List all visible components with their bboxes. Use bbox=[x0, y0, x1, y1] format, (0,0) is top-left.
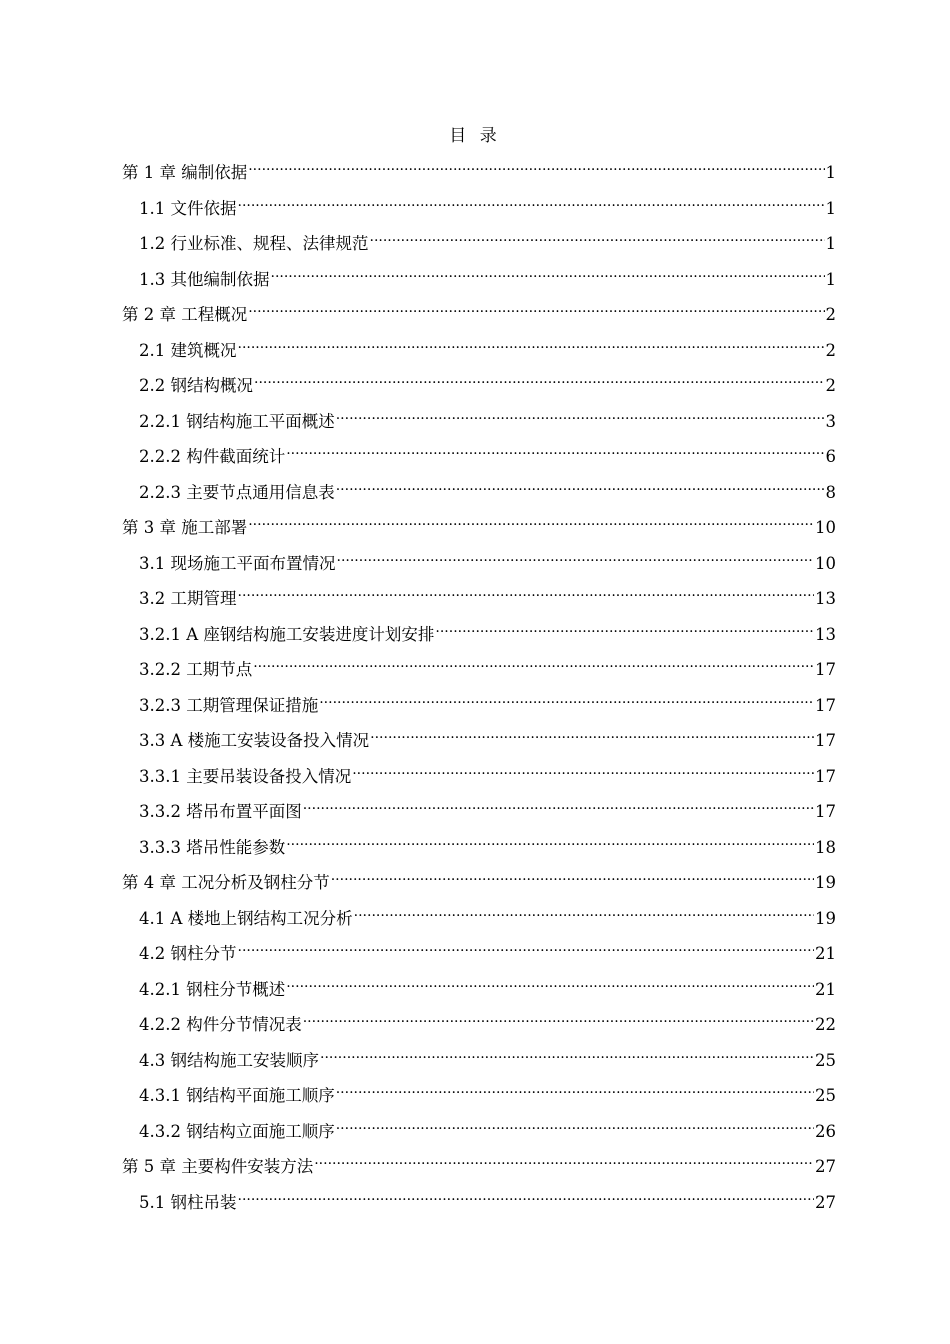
toc-dot-leader bbox=[352, 752, 814, 782]
toc-entry-label: 3.2.1 A 座钢结构施工安装进度计划安排 bbox=[139, 624, 435, 644]
toc-entry[interactable] bbox=[122, 432, 836, 468]
toc-dot-leader bbox=[354, 894, 814, 924]
toc-dot-leader bbox=[271, 255, 825, 285]
toc-entry-label: 4.2 钢柱分节 bbox=[139, 944, 237, 963]
toc-entry[interactable] bbox=[122, 894, 836, 930]
toc-entry-page-number: 1 bbox=[825, 198, 836, 218]
toc-entry-page-number: 2 bbox=[825, 376, 836, 395]
toc-dot-leader bbox=[238, 929, 815, 959]
toc-entry[interactable] bbox=[122, 219, 836, 255]
toc-entry-page-number: 3 bbox=[825, 411, 836, 431]
toc-entry-page-number: 26 bbox=[815, 1121, 836, 1141]
toc-entry[interactable] bbox=[122, 1071, 836, 1107]
toc-entry-page-number: 2 bbox=[825, 340, 836, 360]
toc-dot-leader bbox=[303, 787, 814, 817]
toc-entry-page-number: 19 bbox=[815, 908, 836, 928]
toc-dot-leader bbox=[336, 468, 825, 498]
toc-entry[interactable] bbox=[122, 539, 836, 575]
toc-entry-label: 2.1 建筑概况 bbox=[139, 340, 237, 360]
toc-entry-page-number: 17 bbox=[815, 695, 836, 715]
toc-dot-leader bbox=[337, 539, 815, 569]
toc-entry[interactable] bbox=[122, 1178, 836, 1214]
toc-entry-page-number: 13 bbox=[815, 589, 836, 608]
toc-entry[interactable] bbox=[122, 858, 836, 894]
toc-dot-leader bbox=[248, 503, 814, 533]
toc-entry-page-number: 27 bbox=[815, 1157, 836, 1176]
toc-entry-label: 5.1 钢柱吊装 bbox=[139, 1192, 237, 1212]
toc-entry-page-number: 27 bbox=[815, 1192, 836, 1212]
toc-dot-leader bbox=[238, 326, 825, 356]
toc-dot-leader bbox=[314, 1142, 814, 1172]
toc-entry-label: 第 4 章 工况分析及钢柱分节 bbox=[122, 873, 330, 892]
toc-entry[interactable] bbox=[122, 610, 836, 646]
toc-entry[interactable] bbox=[122, 752, 836, 788]
toc-dot-leader bbox=[303, 1000, 814, 1030]
toc-entry-page-number: 1 bbox=[825, 269, 836, 289]
toc-dot-leader bbox=[370, 716, 814, 746]
toc-entry[interactable] bbox=[122, 965, 836, 1001]
toc-entry-page-number: 8 bbox=[825, 482, 836, 502]
toc-entry-page-number: 17 bbox=[815, 766, 836, 786]
toc-entry[interactable] bbox=[122, 681, 836, 717]
toc-entry[interactable] bbox=[122, 716, 836, 752]
toc-entry[interactable] bbox=[122, 823, 836, 859]
toc-dot-leader bbox=[254, 361, 825, 391]
toc-dot-leader bbox=[248, 148, 824, 178]
toc-entry-label: 4.3 钢结构施工安装顺序 bbox=[139, 1050, 319, 1070]
toc-entry-label: 4.2.1 钢柱分节概述 bbox=[139, 979, 286, 999]
toc-entry-label: 4.2.2 构件分节情况表 bbox=[139, 1015, 302, 1034]
toc-entry-label: 3.3.3 塔吊性能参数 bbox=[139, 837, 286, 857]
toc-dot-leader bbox=[238, 1178, 815, 1208]
toc-entry[interactable] bbox=[122, 397, 836, 433]
toc-entry[interactable] bbox=[122, 1000, 836, 1036]
toc-entry[interactable] bbox=[122, 1142, 836, 1178]
toc-list bbox=[122, 148, 836, 1213]
toc-entry-page-number: 10 bbox=[815, 518, 836, 537]
toc-dot-leader bbox=[336, 397, 825, 427]
toc-dot-leader bbox=[286, 965, 814, 995]
toc-entry-label: 4.1 A 楼地上钢结构工况分析 bbox=[139, 908, 353, 928]
toc-dot-leader bbox=[253, 645, 814, 675]
toc-entry[interactable] bbox=[122, 184, 836, 220]
toc-entry-label: 2.2.3 主要节点通用信息表 bbox=[139, 482, 335, 502]
toc-dot-leader bbox=[319, 681, 814, 711]
toc-title: 目 录 bbox=[449, 126, 501, 146]
toc-entry-page-number: 22 bbox=[815, 1015, 836, 1034]
toc-entry-label: 3.2.3 工期管理保证措施 bbox=[139, 695, 319, 715]
toc-entry-page-number: 10 bbox=[815, 553, 836, 573]
toc-entry[interactable] bbox=[122, 148, 836, 184]
toc-entry-label: 2.2.2 构件截面统计 bbox=[139, 447, 286, 466]
toc-entry[interactable] bbox=[122, 787, 836, 823]
toc-dot-leader bbox=[370, 219, 825, 249]
toc-entry-page-number: 1 bbox=[825, 163, 836, 182]
toc-entry-label: 4.3.2 钢结构立面施工顺序 bbox=[139, 1121, 335, 1141]
toc-entry-label: 3.2.2 工期节点 bbox=[139, 660, 253, 679]
toc-entry-page-number: 25 bbox=[815, 1050, 836, 1070]
toc-dot-leader bbox=[286, 823, 814, 853]
toc-entry-label: 3.3 A 楼施工安装设备投入情况 bbox=[139, 731, 370, 750]
toc-entry-page-number: 21 bbox=[815, 979, 836, 999]
toc-entry-page-number: 17 bbox=[815, 731, 836, 750]
toc-entry-page-number: 6 bbox=[825, 447, 836, 466]
toc-entry-label: 1.2 行业标准、规程、法律规范 bbox=[139, 234, 369, 253]
toc-entry[interactable] bbox=[122, 574, 836, 610]
toc-entry-page-number: 13 bbox=[815, 624, 836, 644]
toc-entry-label: 2.2 钢结构概况 bbox=[139, 376, 253, 395]
toc-entry-label: 第 2 章 工程概况 bbox=[122, 305, 248, 324]
toc-entry[interactable] bbox=[122, 1107, 836, 1143]
toc-dot-leader bbox=[336, 1071, 814, 1101]
toc-entry-page-number: 17 bbox=[815, 802, 836, 821]
toc-entry-label: 3.3.1 主要吊装设备投入情况 bbox=[139, 766, 352, 786]
toc-entry[interactable] bbox=[122, 255, 836, 291]
toc-entry[interactable] bbox=[122, 503, 836, 539]
toc-entry[interactable] bbox=[122, 326, 836, 362]
toc-entry-page-number: 1 bbox=[825, 234, 836, 253]
toc-dot-leader bbox=[238, 574, 815, 604]
toc-entry-page-number: 21 bbox=[815, 944, 836, 963]
toc-entry[interactable] bbox=[122, 645, 836, 681]
toc-entry-page-number: 19 bbox=[815, 873, 836, 892]
toc-entry-label: 2.2.1 钢结构施工平面概述 bbox=[139, 411, 335, 431]
toc-entry-label: 4.3.1 钢结构平面施工顺序 bbox=[139, 1086, 335, 1105]
toc-entry-label: 3.2 工期管理 bbox=[139, 589, 237, 608]
toc-entry-label: 3.1 现场施工平面布置情况 bbox=[139, 553, 336, 573]
toc-dot-leader bbox=[248, 290, 824, 320]
toc-entry[interactable] bbox=[122, 290, 836, 326]
toc-entry-label: 第 1 章 编制依据 bbox=[122, 163, 248, 182]
toc-entry-label: 3.3.2 塔吊布置平面图 bbox=[139, 802, 302, 821]
toc-entry[interactable] bbox=[122, 361, 836, 397]
toc-dot-leader bbox=[435, 610, 814, 640]
toc-dot-leader bbox=[286, 432, 824, 462]
toc-entry[interactable] bbox=[122, 468, 836, 504]
toc-dot-leader bbox=[238, 184, 825, 214]
toc-entry[interactable] bbox=[122, 929, 836, 965]
toc-entry-label: 1.3 其他编制依据 bbox=[139, 269, 270, 289]
toc-entry-label: 第 3 章 施工部署 bbox=[122, 518, 248, 537]
toc-entry-label: 第 5 章 主要构件安装方法 bbox=[122, 1157, 314, 1176]
toc-dot-leader bbox=[331, 858, 814, 888]
toc-entry-page-number: 17 bbox=[815, 660, 836, 679]
toc-entry-page-number: 18 bbox=[815, 837, 836, 857]
toc-dot-leader bbox=[336, 1107, 814, 1137]
toc-entry-page-number: 2 bbox=[825, 305, 836, 324]
toc-dot-leader bbox=[320, 1036, 814, 1066]
toc-entry-label: 1.1 文件依据 bbox=[139, 198, 237, 218]
toc-entry-page-number: 25 bbox=[815, 1086, 836, 1105]
toc-entry[interactable] bbox=[122, 1036, 836, 1072]
